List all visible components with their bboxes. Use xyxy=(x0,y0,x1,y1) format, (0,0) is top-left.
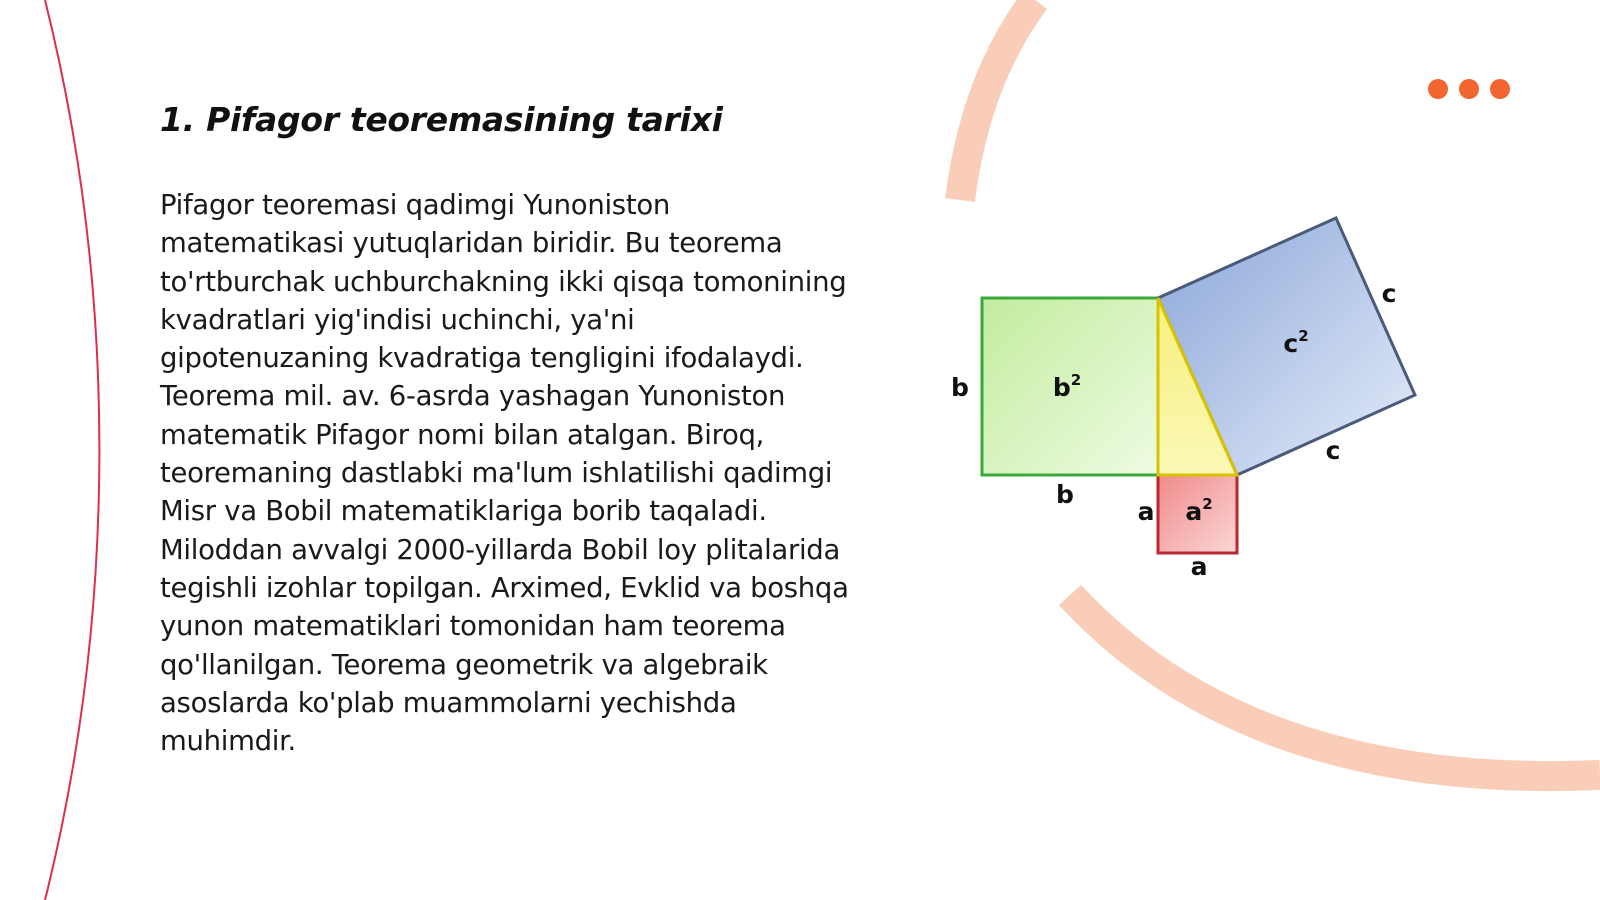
label-side-a-bottom: a xyxy=(1190,552,1208,581)
dot-icon xyxy=(1459,79,1479,99)
label-b-squared: $b^2$ xyxy=(1052,371,1082,402)
dot-icon xyxy=(1490,79,1510,99)
label-side-b-bottom: b xyxy=(1056,480,1074,509)
label-side-c-bottom: c xyxy=(1325,436,1341,465)
top-decor-arc xyxy=(960,0,1035,200)
left-border-curve xyxy=(45,0,99,900)
slide-title: 1. Pifagor teoremasining tarixi xyxy=(160,100,723,139)
slide-body-text: Pifagor teoremasi qadimgi Yunoniston matematikasi yutuqlaridan biridir. Bu teorema to'rtburchak uchburchakning ikki qisqa tomonining kvadratlari yig'indisi uchinchi, ya'ni gipotenuzaning kvadratiga tengligini ifodalaydi. Teorema mil. av. 6-asrda yashagan Yunoniston matematik Pifagor nomi bilan atalgan. Biroq, teoremaning dastlabki ma'lum ishlatilishi qadimgi Misr va Bobil matematiklariga borib taqaladi. Miloddan avvalgi 2000-yillarda Bobil loy plitalarida tegishli izohlar topilgan. Arximed, Evklid va boshqa yunon matematiklari tomonidan ham teorema qo'llanilgan. Teorema geometrik va algebraik asoslarda ko'plab muammolarni yechishda muhimdir. xyxy=(160,189,849,758)
pythagoras-diagram xyxy=(930,190,1430,590)
dot-icon xyxy=(1428,79,1448,99)
label-c-squared: $c^2$ xyxy=(1283,327,1309,358)
label-side-b-left: b xyxy=(951,373,969,402)
label-a-squared: $a^2$ xyxy=(1185,495,1213,526)
label-side-a-left: a xyxy=(1137,497,1155,526)
label-side-c-right: c xyxy=(1381,279,1397,308)
decorative-dots xyxy=(1428,79,1510,99)
bottom-decor-arc xyxy=(1070,595,1600,776)
